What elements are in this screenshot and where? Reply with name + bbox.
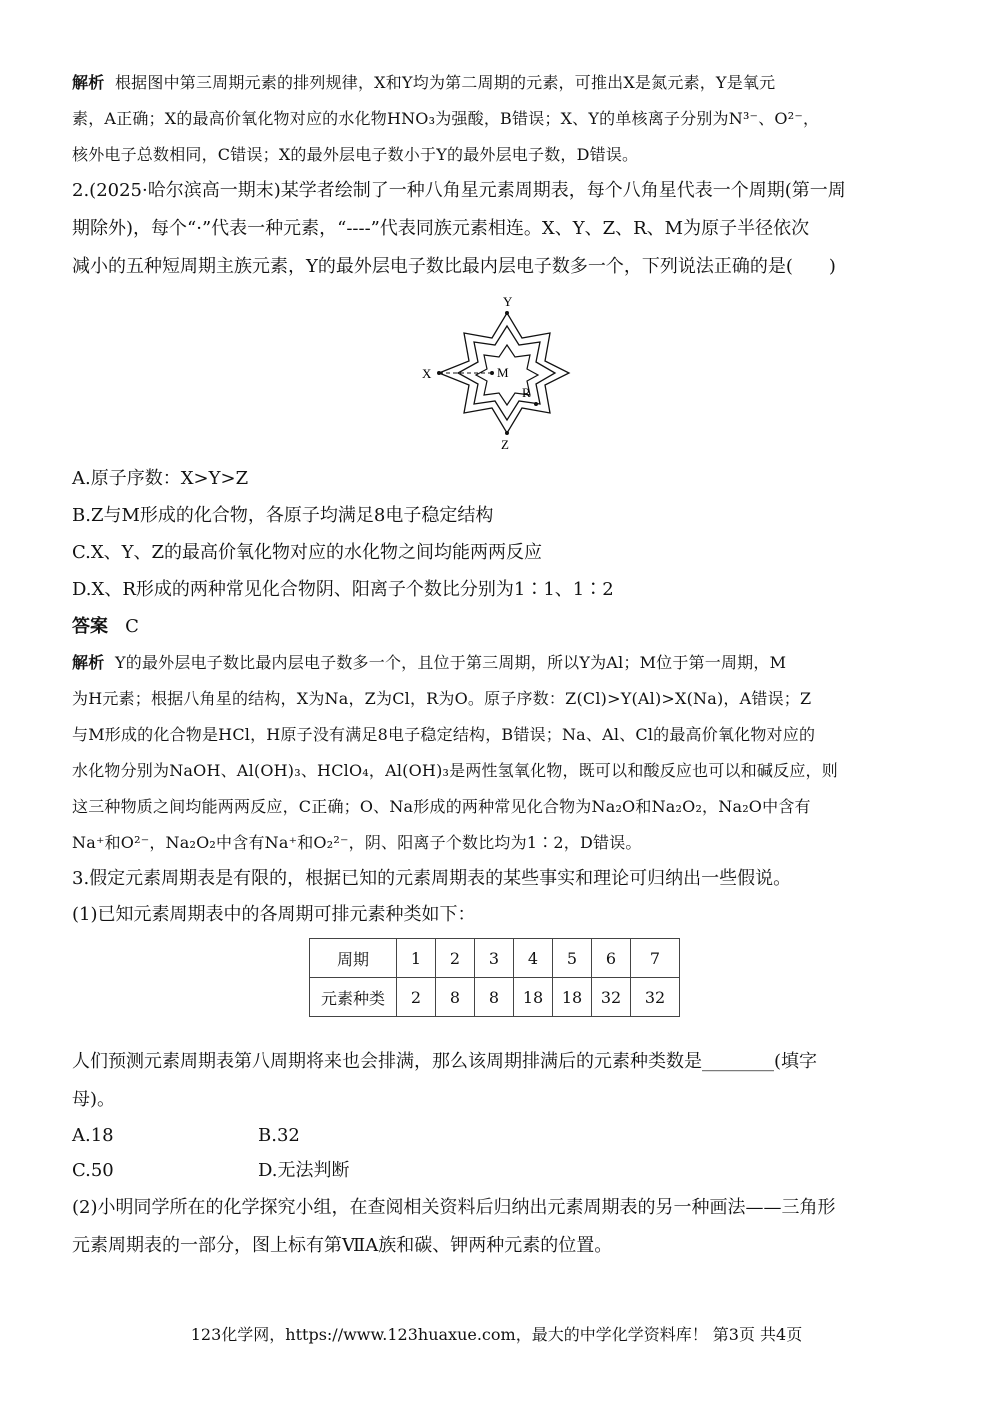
period-element-count-table — [309, 938, 680, 1017]
analysis-label: 解析 — [72, 73, 105, 92]
table-cell: 8 — [475, 978, 514, 1017]
label-r: R — [522, 385, 531, 400]
element-dot-r — [534, 402, 538, 406]
q3-part-2-line-2: 元素周期表的一部分，图上标有第ⅦA族和碳、钾两种元素的位置。 — [72, 1235, 613, 1256]
analysis-1-line-1: 解析 根据图中第三周期元素的排列规律，X和Y均为第二周期的元素，可推出X是氮元素，Y是氧元 — [72, 73, 776, 92]
q3-option-b: B.32 — [258, 1125, 300, 1146]
table-header-period: 周期 — [310, 939, 397, 978]
table-row-periods — [310, 939, 680, 978]
table-header-count: 元素种类 — [310, 978, 397, 1017]
element-dot-z — [505, 431, 509, 435]
table-cell: 32 — [631, 978, 680, 1017]
q2-analysis-line-6: Na⁺和O²⁻，Na₂O₂中含有Na⁺和O₂²⁻，阴、阳离子个数比均为1∶2，D错误。 — [72, 833, 642, 852]
table-cell: 18 — [514, 978, 553, 1017]
analysis-label: 解析 — [72, 653, 105, 672]
table-cell: 8 — [436, 978, 475, 1017]
element-dot-x — [437, 371, 441, 375]
label-x: X — [422, 366, 432, 381]
table-cell: 2 — [397, 978, 436, 1017]
q2-analysis-line-2: 为H元素；根据八角星的结构，X为Na，Z为Cl，R为O。原子序数：Z(Cl)>Y(Al)>X(Na)，A错误；Z — [72, 689, 812, 708]
answer-label: 答案 — [72, 616, 108, 637]
question-3-intro: 3.假定元素周期表是有限的，根据已知的元素周期表的某些事实和理论可归纳出一些假说。 — [72, 868, 792, 889]
table-cell: 7 — [631, 939, 680, 978]
label-m: M — [497, 365, 509, 380]
q2-analysis-line-1: 解析 Y的最外层电子数比最内层电子数多一个，且位于第三周期，所以Y为Al；M位于第一周期，M — [72, 653, 787, 672]
label-z: Z — [501, 437, 509, 452]
table-cell: 5 — [553, 939, 592, 978]
question-2-line-2: 期除外)，每个“·”代表一种元素，“----”代表同族元素相连。X、Y、Z、R、M为原子半径依次 — [72, 218, 810, 239]
q3-option-d: D.无法判断 — [258, 1160, 350, 1181]
q3-prompt-line-1: 人们预测元素周期表第八周期将来也会排满，那么该周期排满后的元素种类数是________(填字 — [72, 1051, 818, 1072]
element-dot-m — [490, 371, 494, 375]
q3-part-2-line-1: (2)小明同学所在的化学探究小组，在查阅相关资料后归纳出元素周期表的另一种画法——三角形 — [72, 1197, 836, 1218]
q2-option-d: D.X、R形成的两种常见化合物阴、阳离子个数比分别为1∶1、1∶2 — [72, 579, 614, 600]
table-cell: 18 — [553, 978, 592, 1017]
table-cell: 32 — [592, 978, 631, 1017]
question-2-line-3: 减小的五种短周期主族元素，Y的最外层电子数比最内层电子数多一个，下列说法正确的是( ) — [72, 256, 836, 277]
analysis-1-line-2: 素，A正确；X的最高价氧化物对应的水化物HNO₃为强酸，B错误；X、Y的单核离子分别为N³⁻、O²⁻， — [72, 109, 820, 128]
label-y: Y — [503, 294, 513, 309]
q3-option-a: A.18 — [72, 1125, 114, 1146]
q2-option-b: B.Z与M形成的化合物，各原子均满足8电子稳定结构 — [72, 505, 494, 526]
analysis-1-line-3: 核外电子总数相同，C错误；X的最外层电子数小于Y的最外层电子数，D错误。 — [72, 145, 639, 164]
q3-option-c: C.50 — [72, 1160, 114, 1181]
q2-option-c: C.X、Y、Z的最高价氧化物对应的水化物之间均能两两反应 — [72, 542, 543, 563]
element-dot-y — [505, 311, 509, 315]
table-row-counts — [310, 978, 680, 1017]
page-footer: 123化学网，https://www.123huaxue.com，最大的中学化学资料库！ 第3页 共4页 — [190, 1325, 803, 1344]
table-cell: 3 — [475, 939, 514, 978]
question-2-line-1: 2.(2025·哈尔滨高一期末)某学者绘制了一种八角星元素周期表，每个八角星代表一个周期(第一周 — [72, 180, 846, 201]
q2-analysis-line-3: 与M形成的化合物是HCl，H原子没有满足8电子稳定结构，B错误；Na、Al、Cl的最高价氧化物对应的 — [72, 725, 816, 744]
q3-prompt-line-2: 母)。 — [72, 1089, 116, 1110]
question-3-part-1: (1)已知元素周期表中的各周期可排元素种类如下： — [72, 904, 476, 925]
table-cell: 4 — [514, 939, 553, 978]
octagram-periodic-table-diagram — [418, 293, 576, 453]
table-cell: 6 — [592, 939, 631, 978]
q2-option-a: A.原子序数：X>Y>Z — [72, 468, 249, 489]
q2-answer — [72, 616, 932, 638]
q2-analysis-line-4: 水化物分别为NaOH、Al(OH)₃、HClO₄，Al(OH)₃是两性氢氧化物，既可以和酸反应也可以和碱反应，则 — [72, 761, 838, 780]
answer-value: C — [125, 616, 139, 637]
q2-analysis-line-5: 这三种物质之间均能两两反应，C正确；O、Na形成的两种常见化合物为Na₂O和Na₂O₂，Na₂O中含有 — [72, 797, 811, 816]
table-cell: 2 — [436, 939, 475, 978]
table-cell: 1 — [397, 939, 436, 978]
